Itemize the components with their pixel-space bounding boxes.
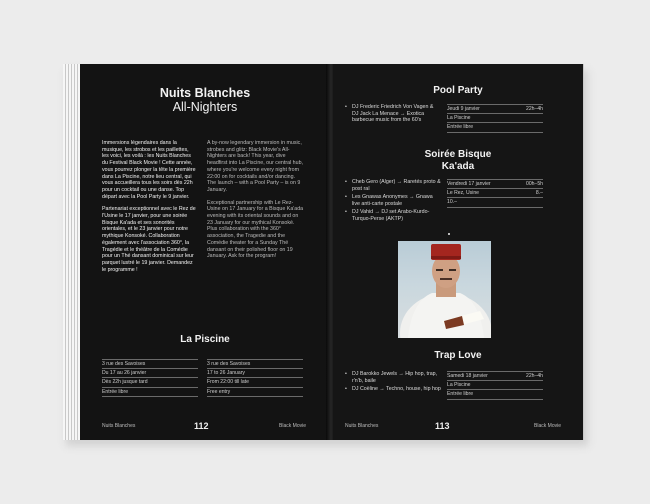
info-left: Samedi 18 janvier — [447, 373, 488, 379]
footer-section-name: Nuits Blanches — [102, 423, 136, 429]
info-row: 3 rue des Savoises — [207, 359, 303, 369]
page-title — [80, 86, 330, 114]
right-page — [333, 64, 583, 440]
info-left: La Piscine — [447, 382, 471, 389]
page-number: 113 — [435, 421, 450, 431]
act-text: Les Gnawas Anonymes → Gnawa live anti-carte postale — [352, 194, 433, 207]
info-row — [447, 371, 543, 381]
info-right: 22h–4h — [526, 373, 543, 379]
trap-love-info — [447, 371, 543, 400]
lineup-act — [345, 179, 441, 192]
info-left: Jeudi 9 janvier — [447, 106, 480, 112]
english-paragraph: Exceptional partnership with Le Rez-Usine on 17 January for a Bisque Ka'ada evening with its oriental sounds and on 23 January for our mythical Konsoké. Plus collaboration with the 360° association, the Tragedie and the Comédie theater for a Sunday Thé dansant on their polished floor on 19 January. Ask for the program! — [207, 199, 304, 260]
trap-love-title: Trap Love — [434, 350, 482, 361]
act-text: DJ Vahid → DJ set Arabo-Kurdo-Turquo-Perse (AKTP) — [352, 209, 430, 222]
venue-info-en — [207, 359, 303, 397]
bisque-info — [447, 179, 543, 208]
french-paragraph: Partenariat exceptionnel avec le Rez de l'Usine le 17 janvier, pour une soirée Bisque Ka'ada et ses sonorités orientales, et le 23 janvier pour notre mythique Konsoké. Collaboration également avec l'association 360°, la Tragédie et le théâtre de la Comédie pour un Thé dansant dominical sur leur parquet lustré le 19 janvier. Demandez le programme ! — [102, 206, 196, 273]
footer-publication-name: Black Movie — [534, 423, 561, 429]
lineup-act — [345, 371, 441, 384]
left-page — [80, 64, 330, 440]
bullet: • — [345, 194, 347, 201]
bisque-title-line-2: Ka'ada — [441, 161, 475, 172]
lineup-act — [345, 194, 441, 207]
info-row — [447, 114, 543, 123]
info-row — [447, 390, 543, 399]
info-row: 3 rue des Savoises — [102, 359, 198, 369]
title-line-1: Nuits Blanches — [159, 86, 251, 100]
info-left: Le Rez, Usine — [447, 190, 479, 197]
act-text: DJ Frederic Friedrich Von Vagen & DJ Jack La Menace → Exotica barbecue music from the 60's — [352, 104, 434, 124]
act-text: DJ Barokko Jewels → Hip hop, trap, r'n'b, baile — [352, 371, 438, 384]
info-left: Entrée libre — [447, 124, 474, 131]
footer-section-name: Nuits Blanches — [345, 423, 379, 429]
info-row — [447, 381, 543, 390]
venue-info-fr — [102, 359, 198, 397]
info-right: 8.– — [535, 190, 543, 197]
decorative-dot — [448, 233, 450, 235]
info-left: Entrée libre — [447, 391, 474, 398]
footer-publication-name: Black Movie — [279, 423, 306, 429]
lineup-act — [345, 209, 441, 222]
pool-party-info — [447, 104, 543, 133]
info-row: Free entry — [207, 388, 303, 397]
info-left: Vendredi 17 janvier — [447, 181, 491, 187]
act-text: DJ Coëline → Techno, house, hip hop — [352, 386, 441, 393]
info-row — [447, 104, 543, 114]
info-row — [447, 179, 543, 189]
bullet: • — [345, 386, 347, 393]
info-row: From 22:00 till late — [207, 378, 303, 387]
info-row: Dès 22h jusque tard — [102, 378, 198, 387]
english-text-column — [207, 140, 305, 266]
info-row: Du 17 au 26 janvier — [102, 369, 198, 378]
bisque-lineup — [345, 179, 441, 225]
lineup-act — [345, 386, 441, 393]
english-paragraph: A by-now legendary immersion in music, strobes and glitz: Black Movie's All-Nighters are back! This year, dive headfirst into La Piscine, our central hub, where you're welcome every night from 22:00 on for cocktails and/or dancing. The launch – with a Pool Party – is on 9 January. — [207, 140, 303, 193]
info-row: 17 to 26 January — [207, 369, 303, 378]
section-title: La Piscine — [180, 334, 230, 345]
lineup-act — [345, 104, 441, 124]
bullet: • — [345, 371, 347, 377]
info-row — [447, 198, 543, 207]
french-paragraph: Immersions légendaires dans la musique, les strobos et les paillettes, les voici, les voilà : les Nuits Blanches du Festival Black Movie ! Cette année, vous pourrez plonger la tête la première dans La Piscine, notre lieu central, qui vous accueillera tous les soirs dès 22h pour un cocktail ou une danse. Top départ avec la Pool Party le 9 janvier. — [102, 140, 196, 200]
info-left: La Piscine — [447, 115, 471, 122]
info-row — [447, 189, 543, 198]
info-right: 00h–5h — [526, 181, 543, 187]
french-text-column — [102, 140, 196, 279]
bisque-title — [333, 149, 583, 173]
trap-love-lineup — [345, 371, 441, 395]
man-with-fez-reading-image — [398, 241, 491, 338]
info-row — [447, 123, 543, 132]
page-number: 112 — [194, 421, 209, 431]
pool-party-lineup — [345, 104, 441, 126]
book-page-edges-left — [63, 64, 81, 440]
info-right: 22h–4h — [526, 106, 543, 112]
info-left: 10.– — [447, 199, 457, 206]
info-row: Entrée libre — [102, 388, 198, 397]
bisque-title-line-1: Soirée Bisque — [424, 149, 492, 160]
bullet: • — [345, 209, 347, 216]
bullet: • — [345, 179, 347, 185]
act-text: Cheb Gero (Alger) → Raretés proto & post raï — [352, 179, 441, 192]
pool-party-title: Pool Party — [433, 85, 483, 96]
portrait-photo — [398, 241, 491, 338]
bullet: • — [345, 104, 347, 110]
title-line-2: All-Nighters — [172, 100, 238, 114]
